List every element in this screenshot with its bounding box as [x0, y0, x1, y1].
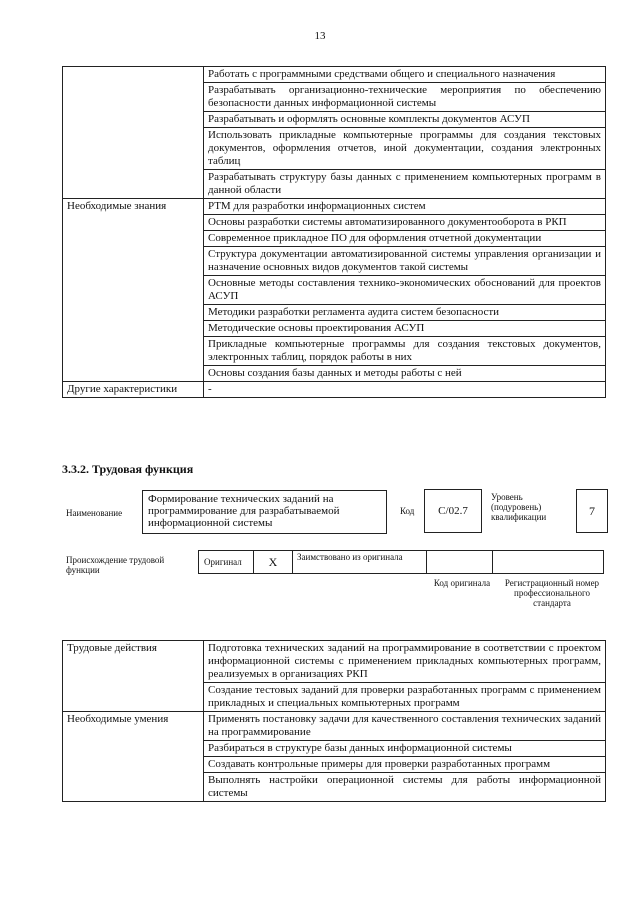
original-code-cell	[426, 550, 493, 574]
knowledge-item: Современное прикладное ПО для оформления отчетной документации	[204, 231, 606, 247]
empty-label-cell	[63, 67, 204, 199]
knowledge-item: Прикладные компьютерные программы для создания текстовых документов, электронных таблиц, порядок работы в них	[204, 337, 606, 366]
knowledge-item: РТМ для разработки информационных систем	[204, 199, 606, 215]
origin-row	[199, 550, 604, 574]
registration-number-label: Регистрационный номер профессионального стандарта	[504, 578, 600, 608]
skill-item: Разрабатывать и оформлять основные комплекты документов АСУП	[204, 112, 606, 128]
skills-label: Необходимые умения	[63, 712, 204, 802]
code-box: C/02.7	[424, 489, 482, 533]
skills-knowledge-table	[62, 66, 606, 398]
original-mark: X	[253, 550, 293, 574]
skill-item: Разрабатывать организационно-технические мероприятия по обеспечению безопасности данных информационной системы	[204, 83, 606, 112]
table-row	[63, 67, 606, 83]
page-number: 13	[314, 30, 326, 42]
code-label: Код	[400, 506, 415, 516]
action-item: Создание тестовых заданий для проверки разработанных программ с применением прикладных и специальных компьютерных программ	[204, 683, 606, 712]
qualification-level-label: Уровень (подуровень) квалификации	[491, 492, 547, 522]
skill-item: Работать с программными средствами общего и специального назначения	[204, 67, 606, 83]
skill-item: Разрабатывать структуру базы данных с применением компьютерных программ в данной области	[204, 170, 606, 199]
skill-item: Создавать контрольные примеры для проверки разработанных программ	[204, 757, 606, 773]
function-name-box: Формирование технических заданий на программирование для разрабатываемой информационной системы	[142, 490, 387, 534]
origin-label: Происхождение трудовой функции	[66, 555, 165, 575]
qualification-level-box: 7	[576, 489, 608, 533]
knowledge-item: Основные методы составления технико-экономических обоснований для проектов АСУП	[204, 276, 606, 305]
knowledge-item: Методики разработки регламента аудита систем безопасности	[204, 305, 606, 321]
actions-label: Трудовые действия	[63, 641, 204, 712]
other-characteristics-value: -	[204, 382, 606, 398]
knowledge-item: Основы создания базы данных и методы работы с ней	[204, 366, 606, 382]
table-row	[63, 712, 606, 741]
skill-item: Применять постановку задачи для качественного составления технических заданий на программирование	[204, 712, 606, 741]
knowledge-item: Основы разработки системы автоматизированного документооборота в РКП	[204, 215, 606, 231]
other-characteristics-label: Другие характеристики	[63, 382, 204, 398]
skill-item: Разбираться в структуре базы данных информационной системы	[204, 741, 606, 757]
section-title: 3.3.2. Трудовая функция	[62, 462, 194, 476]
registration-number-cell	[492, 550, 604, 574]
borrowed-label: Заимствовано из оригинала	[292, 550, 427, 574]
action-item: Подготовка технических заданий на программирование в соответствии с проектом информационной системы с применением прикладных компьютерных программ, реализуемых в организациях РКП	[204, 641, 606, 683]
name-label: Наименование	[66, 508, 123, 518]
skill-item: Выполнять настройки операционной системы для работы информационной системы	[204, 773, 606, 802]
knowledge-label: Необходимые знания	[63, 199, 204, 382]
knowledge-item: Структура документации автоматизированной системы управления организации и назначение основных видов документов такой системы	[204, 247, 606, 276]
original-label: Оригинал	[198, 550, 254, 574]
table-row	[63, 199, 606, 215]
knowledge-item: Методические основы проектирования АСУП	[204, 321, 606, 337]
table-row	[63, 382, 606, 398]
actions-skills-table	[62, 640, 606, 802]
skill-item: Использовать прикладные компьютерные программы для создания текстовых документов, оформления отчетов, иной документации, создания электронных таблиц	[204, 128, 606, 170]
original-code-label: Код оригинала	[433, 578, 491, 588]
table-row	[63, 641, 606, 683]
